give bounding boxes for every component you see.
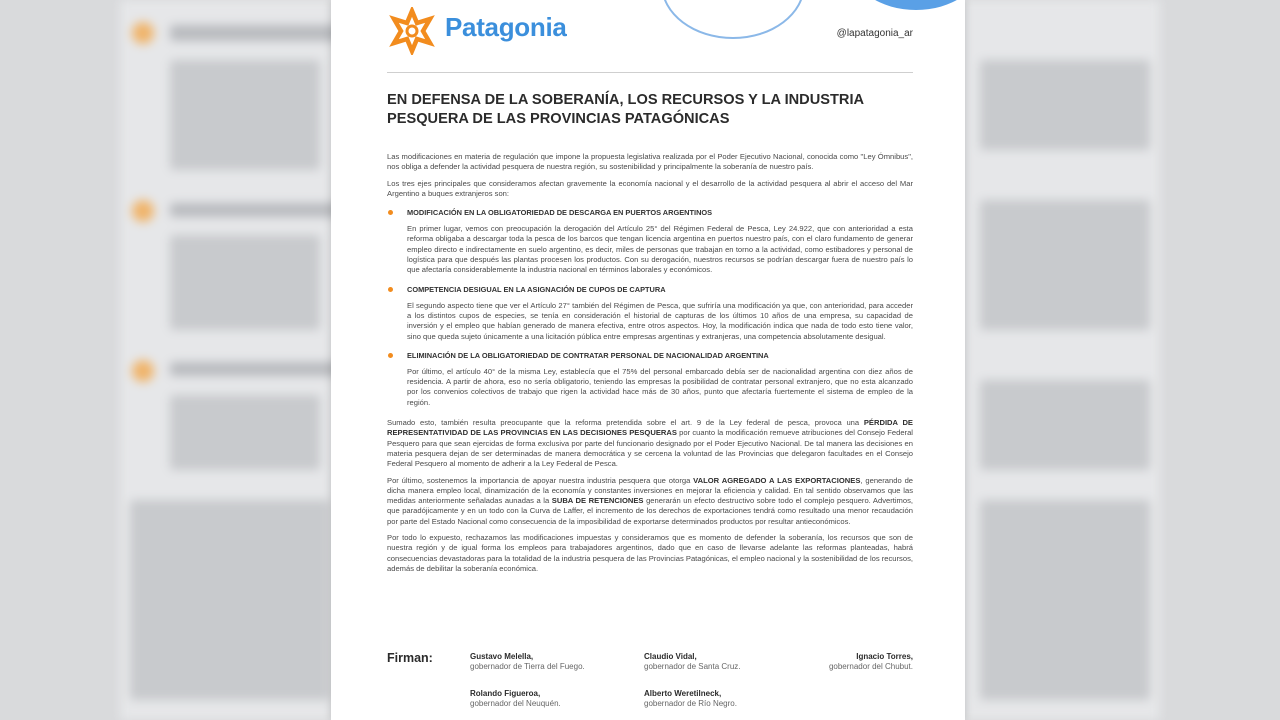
bg-block: [170, 60, 320, 170]
bg-block: [980, 200, 1150, 330]
emphasis-text: SUBA DE RETENCIONES: [551, 496, 644, 506]
bg-block: [170, 235, 320, 330]
signature-block: [470, 689, 561, 709]
bg-block: [130, 500, 330, 700]
text-run: , generando de dicha manera empleo local, dinamización de la economía y constantes inversiones en mejorar la eficiencia y calidad. En tal sentido observamos que las medidas anteriormente señaladas aunadas a la: [387, 475, 914, 506]
section-title: MODIFICACIÓN EN LA OBLIGATORIEDAD DE DESCARGA EN PUERTOS ARGENTINOS: [407, 208, 713, 218]
section-item: [387, 351, 913, 408]
document-body: [387, 91, 913, 580]
bullet-icon: [388, 353, 393, 358]
section-body: Por último, el artículo 40° de la misma Ley, establecía que el 75% del personal embarcado debía ser de nacionalidad argentina con diez años de residencia. A partir de ahora, eso no sería obligatorio, teniendo las empresas la posibilidad de contratar personal extranjero, que no esta alcanzado por los convenios colectivos de trabajo que rigen la actividad hace más de 30 años, punto que afectaría fuertemente el sistema de empleo de la región.: [407, 366, 913, 407]
signer-name: Rolando Figueroa,: [470, 689, 541, 698]
section-item: [387, 285, 913, 342]
text-run: por cuanto la modificación remueve atribuciones del Consejo Federal Pesquero para que sean ejercidas de forma exclusiva por parte del funcionario designado por el Poder Ejecutivo Nacional. De tal manera las decisiones en materia pesquera dejan de ser determinadas de manera democrática y se cercena la voluntad de las Provincias que delegaron facultades en el Consejo Federal Pesquero al momento de adherir a la Ley Federal de Pesca.: [387, 428, 913, 469]
document-title: EN DEFENSA DE LA SOBERANÍA, LOS RECURSOS Y LA INDUSTRIA PESQUERA DE LAS PROVINCIAS PATAGÓNICAS: [387, 92, 864, 127]
section-body: En primer lugar, vemos con preocupación la derogación del Artículo 25° del Régimen Federal de Pesca, Ley 24.922, que con anterioridad a esta reforma obligaba a descargar toda la pesca de los barcos que tengan licencia argentina en puertos nuestro país, con el claro fundamento de generar empleo directo e indirectamente en suelo argentino, es decir, miles de personas que trabajan en torno a la actividad, como estibadores y personal de logística para que después las plantas procesen los productos. Con su derogación, nuestros recursos se podrían descargar fuera de nuestro país lo que afectaría considerablemente la industria nacional en términos laborales y económicos.: [407, 224, 913, 275]
brand-name: Patagonia: [445, 12, 567, 42]
signature-block: [644, 689, 737, 709]
section-title: ELIMINACIÓN DE LA OBLIGATORIEDAD DE CONTRATAR PERSONAL DE NACIONALIDAD ARGENTINA: [407, 350, 769, 360]
bg-bullet: [132, 200, 154, 222]
signature-block: [644, 652, 741, 672]
signer-role: gobernador del Chubut.: [828, 662, 913, 671]
header-divider: [387, 72, 913, 73]
signature-block: [829, 652, 913, 672]
decorative-circle: [851, 0, 965, 10]
text-run: generarán un efecto destructivo sobre todo el complejo pesquero. Advertimos, que paradójicamente y en un todo con la Curva de Laffer, el incremento de los derechos de exportaciones tendrá como resultado una menor recaudación por parte del Estado Nacional como consecuencia de la imposibilidad de exportarse determinados productos por resultar antieconómicos.: [387, 496, 914, 526]
bg-bullet: [132, 360, 154, 382]
document-page: [331, 0, 965, 720]
intro-paragraph: Los tres ejes principales que consideramos afectan gravemente la economía nacional y el desarrollo de la actividad pesquera al abrir el acceso del Mar Argentino a buques extranjeros son:: [387, 178, 913, 198]
bg-block: [980, 380, 1150, 470]
signatures-label: Firman:: [387, 651, 433, 665]
signer-name: Alberto Weretilneck,: [644, 689, 722, 698]
bullet-icon: [388, 210, 393, 215]
signer-name: Gustavo Melella,: [470, 652, 534, 661]
emphasis-text: PÉRDIDA DE REPRESENTATIVIDAD DE LAS PROVINCIAS EN LAS DECISIONES PESQUERAS: [387, 418, 914, 438]
bg-block: [980, 500, 1150, 700]
signature-block: [470, 652, 585, 672]
body-paragraph: Por todo lo expuesto, rechazamos las modificaciones impuestas y consideramos que es momento de defender la soberanía, los recursos que son de nuestra región y de igual forma los empleos para trabajadores argentinos, dado que en caso de llevarse adelante las reformas planteadas, habrá consecuencias devastadoras para la totalidad de la industria pesquera de las Provincias Patagónicas, el empleo nacional y la sostenibilidad de los recursos, además de debilitar la soberanía económica.: [387, 533, 913, 573]
text-run: Por último, sostenemos la importancia de apoyar nuestra industria pesquera que otorga: [387, 475, 694, 485]
bullet-icon: [388, 287, 393, 292]
emphasis-text: VALOR AGREGADO A LAS EXPORTACIONES: [693, 475, 861, 485]
section-body: El segundo aspecto tiene que ver el Artículo 27° también del Régimen de Pesca, que sufriría una modificación ya que, con anterioridad, para acceder a los distintos cupos de especies, se tenía en consideración el historial de capturas de los últimos 10 años de una empresa, su capacidad de inversión y el empleo que habían generado de manera efectiva, entre otros aspectos. Hoy, la modificación indica que nada de todo esto tiene valor, sino que queda sujeto únicamente a una licitación pública entre empresas argentinas y extranjeras, una competencia absolutamente desigual.: [407, 300, 913, 341]
body-paragraph: [387, 476, 913, 527]
patagonia-logo-icon: [387, 7, 437, 55]
social-handle: @lapatagonia_ar: [836, 28, 913, 39]
section-item: [387, 208, 913, 275]
signer-role: gobernador del Neuquén.: [470, 699, 561, 708]
bg-bullet: [132, 22, 154, 44]
text-run: Sumado esto, también resulta preocupante que la reforma pretendida sobre el art. 9 de la Ley federal de pesca, provoca una: [387, 418, 864, 428]
intro-paragraph: Las modificaciones en materia de regulación que impone la propuesta legislativa realizada por el Poder Ejecutivo Nacional, conocida como "Ley Ómnibus", nos obliga a defender la actividad pesquera de nuestra región, su sostenibilidad y principalmente la soberanía de nuestro país.: [387, 152, 913, 172]
signer-role: gobernador de Río Negro.: [644, 699, 737, 708]
decorative-circle: [661, 0, 805, 39]
signer-role: gobernador de Tierra del Fuego.: [470, 662, 585, 671]
bg-block: [170, 395, 320, 470]
section-title: COMPETENCIA DESIGUAL EN LA ASIGNACIÓN DE CUPOS DE CAPTURA: [407, 284, 666, 294]
signer-name: Ignacio Torres,: [856, 652, 913, 661]
signer-role: gobernador de Santa Cruz.: [644, 662, 741, 671]
bg-block: [980, 60, 1150, 150]
signer-name: Claudio Vidal,: [644, 652, 697, 661]
body-paragraph: [387, 418, 913, 469]
